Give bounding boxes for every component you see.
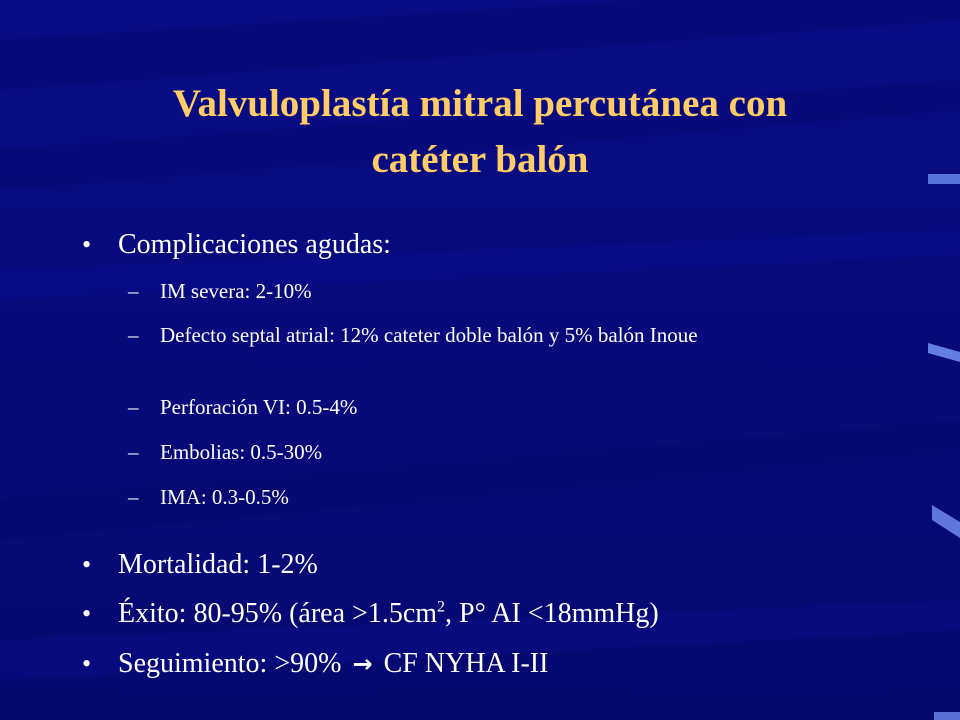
dash-glyph: – (128, 440, 139, 464)
bullet-glyph: • (82, 599, 92, 628)
sub-bullet-item (82, 394, 860, 421)
bullet-glyph: • (82, 649, 92, 678)
bullet-text-pre: Éxito: 80-95% (área >1.5cm (118, 598, 438, 629)
bullet-item-complications (82, 227, 391, 263)
bullet-text-pre: Seguimiento: >90% (118, 648, 342, 679)
light-streak (932, 505, 960, 538)
superscript-2: 2 (437, 598, 446, 616)
sub-bullet-item (82, 484, 860, 511)
dash-glyph: – (128, 279, 139, 303)
sub-bullet-item (82, 278, 860, 305)
sub-bullet-text: IMA: 0.3-0.5% (160, 485, 289, 509)
right-arrow-icon: → (352, 650, 373, 678)
dash-glyph: – (128, 323, 139, 347)
bullet-text-post: CF NYHA I-II (383, 648, 549, 679)
sub-bullet-item (82, 322, 860, 349)
sub-bullet-text: Embolias: 0.5-30% (160, 440, 323, 464)
bullet-glyph: • (82, 230, 92, 259)
sub-bullet-text: Perforación VI: 0.5-4% (160, 395, 358, 419)
sub-bullet-text: Defecto septal atrial: 12% cateter doble balón y 5% balón Inoue (160, 323, 698, 347)
dash-glyph: – (128, 395, 139, 419)
bullet-item-follow-up (82, 646, 548, 682)
title-line-2: catéter balón (371, 138, 589, 181)
bullet-item-mortality (82, 547, 318, 583)
sub-bullet-item (82, 439, 860, 466)
title-line-1: Valvuloplastía mitral percutánea con (172, 82, 788, 125)
light-streak (934, 712, 960, 720)
bullet-text: Mortalidad: 1-2% (118, 549, 318, 580)
slide-title (60, 76, 900, 188)
dash-glyph: – (128, 485, 139, 509)
light-streak (928, 343, 960, 362)
bullet-text: Complicaciones agudas: (118, 229, 391, 260)
light-streak (928, 174, 960, 184)
bullet-item-success (82, 596, 659, 632)
sub-bullet-text: IM severa: 2-10% (160, 279, 312, 303)
bullet-glyph: • (82, 550, 92, 579)
bullet-text-post: , P° AI <18mmHg) (445, 598, 659, 629)
